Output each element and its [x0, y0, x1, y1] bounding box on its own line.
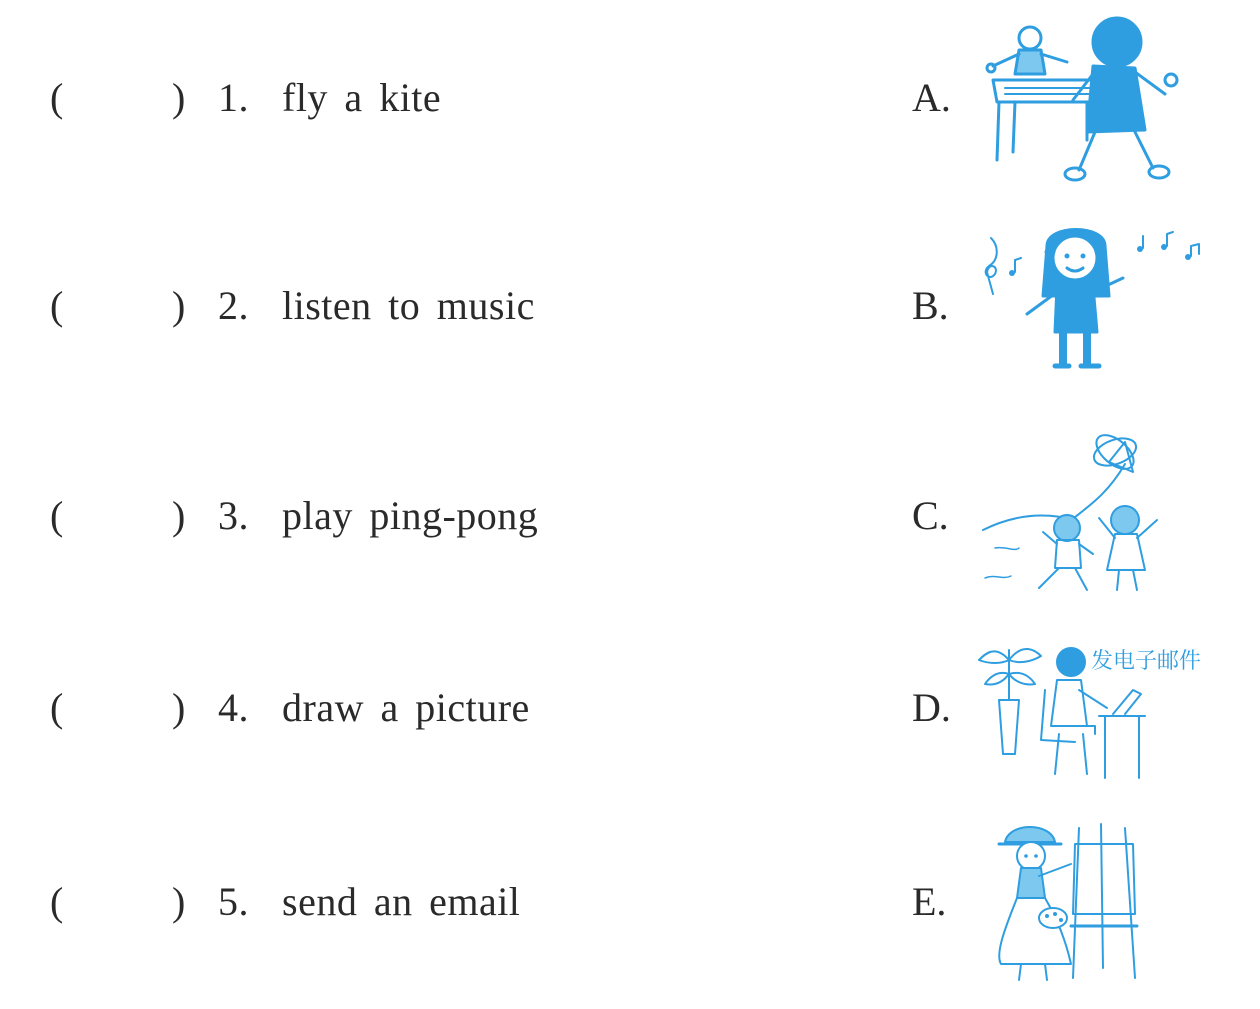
answer-blank-5[interactable]: [72, 882, 172, 926]
option-letter-d: D.: [912, 685, 951, 730]
option-letter-b: B.: [912, 283, 949, 328]
exercise-row-3: [0, 418, 1260, 618]
answer-blank-2[interactable]: [72, 286, 172, 330]
exercise-row-2: [0, 208, 1260, 408]
question-number: 2.: [218, 283, 249, 328]
question-number: 4.: [218, 685, 249, 730]
open-paren: (: [50, 75, 64, 120]
open-paren: (: [50, 879, 64, 924]
close-paren: ): [172, 879, 186, 924]
question-number: 5.: [218, 879, 249, 924]
answer-blank-1[interactable]: [72, 78, 172, 122]
children-flying-kite-illustration: [975, 428, 1215, 603]
close-paren: ): [172, 493, 186, 538]
girl-listening-to-music-illustration: [975, 216, 1215, 391]
question-number: 1.: [218, 75, 249, 120]
question-phrase: play ping-pong: [282, 493, 539, 538]
close-paren: ): [172, 75, 186, 120]
exercise-row-1: [0, 0, 1260, 200]
option-letter-e: E.: [912, 879, 947, 924]
close-paren: ): [172, 283, 186, 328]
option-letter-c: C.: [912, 493, 949, 538]
girl-painting-at-easel-illustration: [975, 818, 1215, 993]
open-paren: (: [50, 493, 64, 538]
close-paren: ): [172, 685, 186, 730]
email-caption: 发电子邮件: [1091, 649, 1202, 674]
question-phrase: draw a picture: [282, 685, 530, 730]
answer-blank-4[interactable]: [72, 688, 172, 732]
woman-sending-email-illustration: [975, 630, 1215, 805]
question-number: 3.: [218, 493, 249, 538]
question-phrase: listen to music: [282, 283, 535, 328]
option-letter-a: A.: [912, 75, 951, 120]
ping-pong-players-illustration: [975, 10, 1215, 185]
answer-blank-3[interactable]: [72, 496, 172, 540]
question-phrase: fly a kite: [282, 75, 442, 120]
open-paren: (: [50, 685, 64, 730]
exercise-row-4: [0, 610, 1260, 810]
question-phrase: send an email: [282, 879, 521, 924]
exercise-row-5: [0, 804, 1260, 1004]
open-paren: (: [50, 283, 64, 328]
